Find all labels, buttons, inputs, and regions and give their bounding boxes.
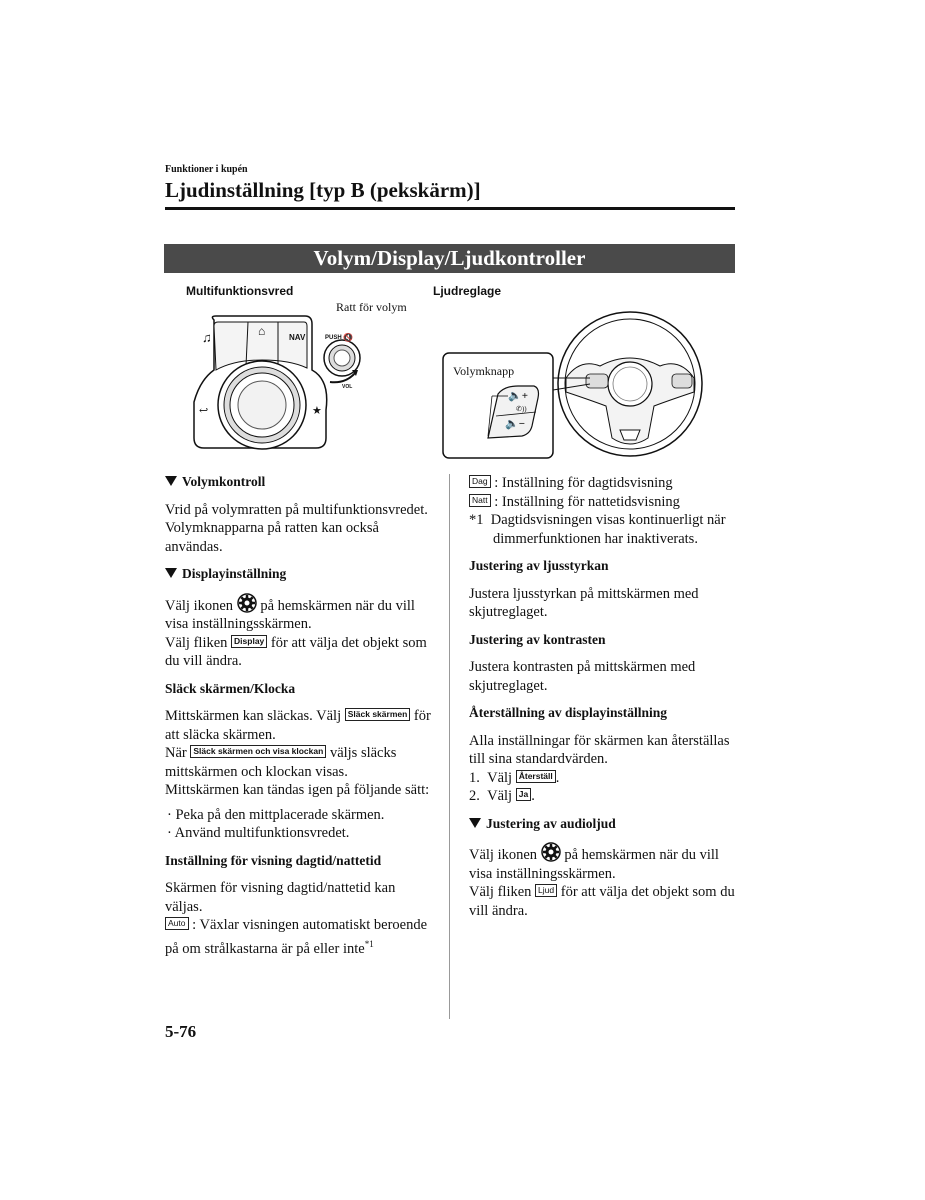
day-key: Dag xyxy=(469,475,491,488)
audio-tab-key: Ljud xyxy=(535,884,557,897)
push-label: PUSH xyxy=(325,335,342,341)
display-tab-key: Display xyxy=(231,635,267,648)
auto-key: Auto xyxy=(165,917,189,930)
back-icon: ↩ xyxy=(199,405,209,417)
mute-icon: 🔇 xyxy=(343,333,353,342)
screen-off-text-2: När Släck skärmen och visa klockan väljs släcks mittskärmen och klockan visas. xyxy=(165,745,397,780)
right-column xyxy=(469,474,737,920)
wake-methods-list xyxy=(165,806,433,843)
section-banner: Volym/Display/Ljudkontroller xyxy=(164,244,735,273)
display-setting-heading: Displayinställning xyxy=(165,565,433,584)
volume-down-icon: 🔈− xyxy=(505,418,525,430)
settings-gear-icon xyxy=(237,593,257,613)
triangle-bullet-icon xyxy=(165,476,177,486)
steering-wheel-illustration xyxy=(440,308,730,463)
display-setting-text-1: Välj ikonen på hemskärmen när du vill visa inställningsskärmen. xyxy=(165,593,433,634)
figure-label-commander: Multifunktionsvred xyxy=(186,284,294,298)
vol-label: VOL xyxy=(342,384,353,390)
column-divider xyxy=(449,474,450,1019)
screen-off-clock-key: Släck skärmen och visa klockan xyxy=(190,745,326,758)
screen-off-heading: Släck skärmen/Klocka xyxy=(165,680,296,696)
screen-off-text-3: Mittskärmen kan tändas igen på följande sätt: xyxy=(165,782,430,798)
music-icon: ♫ xyxy=(202,330,212,345)
day-mode-text: Dag : Inställning för dagtidsvisning xyxy=(469,474,737,493)
volume-control-heading: Volymkontroll xyxy=(165,473,433,492)
audio-text-1: Välj ikonen på hemskärmen när du vill visa inställningsskärmen. xyxy=(469,842,737,883)
left-column xyxy=(165,473,433,958)
figure-label-steering: Ljudreglage xyxy=(433,284,502,298)
screen-off-text-1: Mittskärmen kan släckas. Välj Släck skärmen för att släcka skärmen. xyxy=(165,708,431,743)
volume-control-text: Vrid på volymratten på multifunktionsvredet. Volymknapparna på ratten kan också användas. xyxy=(165,501,428,555)
page-title: Ljudinställning [typ B (pekskärm)] xyxy=(165,178,481,202)
callout-volume-button: Volymknapp xyxy=(453,364,515,378)
auto-mode-text: Auto : Växlar visningen automatiskt beroende på om strålkastarna är på eller inte$^{*1}$ xyxy=(165,917,428,957)
title-rule xyxy=(165,207,735,210)
triangle-bullet-icon xyxy=(165,568,177,578)
day-night-text: Skärmen för visning dagtid/nattetid kan väljas. xyxy=(165,880,396,915)
nav-button-label: NAV xyxy=(289,333,306,342)
page-number: 5-76 xyxy=(165,1022,197,1041)
day-night-heading: Inställning för visning dagtid/nattetid xyxy=(165,852,382,868)
reset-step-1: 1. Välj Återställ . xyxy=(469,769,560,786)
callout-volume-knob: Ratt för volym xyxy=(336,300,407,314)
section-name: Funktioner i kupén xyxy=(165,164,248,175)
reset-key: Återställ xyxy=(516,770,556,783)
triangle-bullet-icon xyxy=(469,818,481,828)
home-icon: ⌂ xyxy=(258,324,266,338)
list-item: · Använd multifunktionsvredet. xyxy=(167,825,350,841)
audio-heading: Justering av audioljud xyxy=(469,815,737,834)
contrast-heading: Justering av kontrasten xyxy=(469,631,606,647)
display-setting-text-2: Välj fliken Display för att välja det objekt som du vill ändra. xyxy=(165,634,427,669)
reset-heading: Återställning av displayinställning xyxy=(469,705,668,720)
reset-step-2: 2. Välj Ja . xyxy=(469,788,535,804)
volume-up-icon: 🔈+ xyxy=(508,390,528,402)
yes-key: Ja xyxy=(516,788,531,801)
brightness-heading: Justering av ljusstyrkan xyxy=(469,558,609,573)
settings-gear-icon xyxy=(541,842,561,862)
star-icon: ★ xyxy=(312,405,322,417)
brightness-text: Justera ljusstyrkan på mittskärmen med skjutreglaget. xyxy=(469,585,699,620)
list-item: · Peka på den mittplacerade skärmen. xyxy=(167,806,385,823)
reset-text: Alla inställningar för skärmen kan återställas till sina standardvärden. xyxy=(469,732,730,767)
voice-icon: ✆)) xyxy=(516,405,527,413)
contrast-text: Justera kontrasten på mittskärmen med skjutreglaget. xyxy=(469,659,696,694)
night-key: Natt xyxy=(469,494,491,507)
audio-text-2: Välj fliken Ljud för att välja det objekt som du vill ändra. xyxy=(469,884,735,919)
screen-off-key: Släck skärmen xyxy=(345,708,411,721)
night-mode-text: Natt : Inställning för nattetidsvisning xyxy=(469,493,737,512)
footnote: *1 Dagtidsvisningen visas kontinuerligt när dimmerfunktionen har inaktiverats. xyxy=(469,512,726,547)
